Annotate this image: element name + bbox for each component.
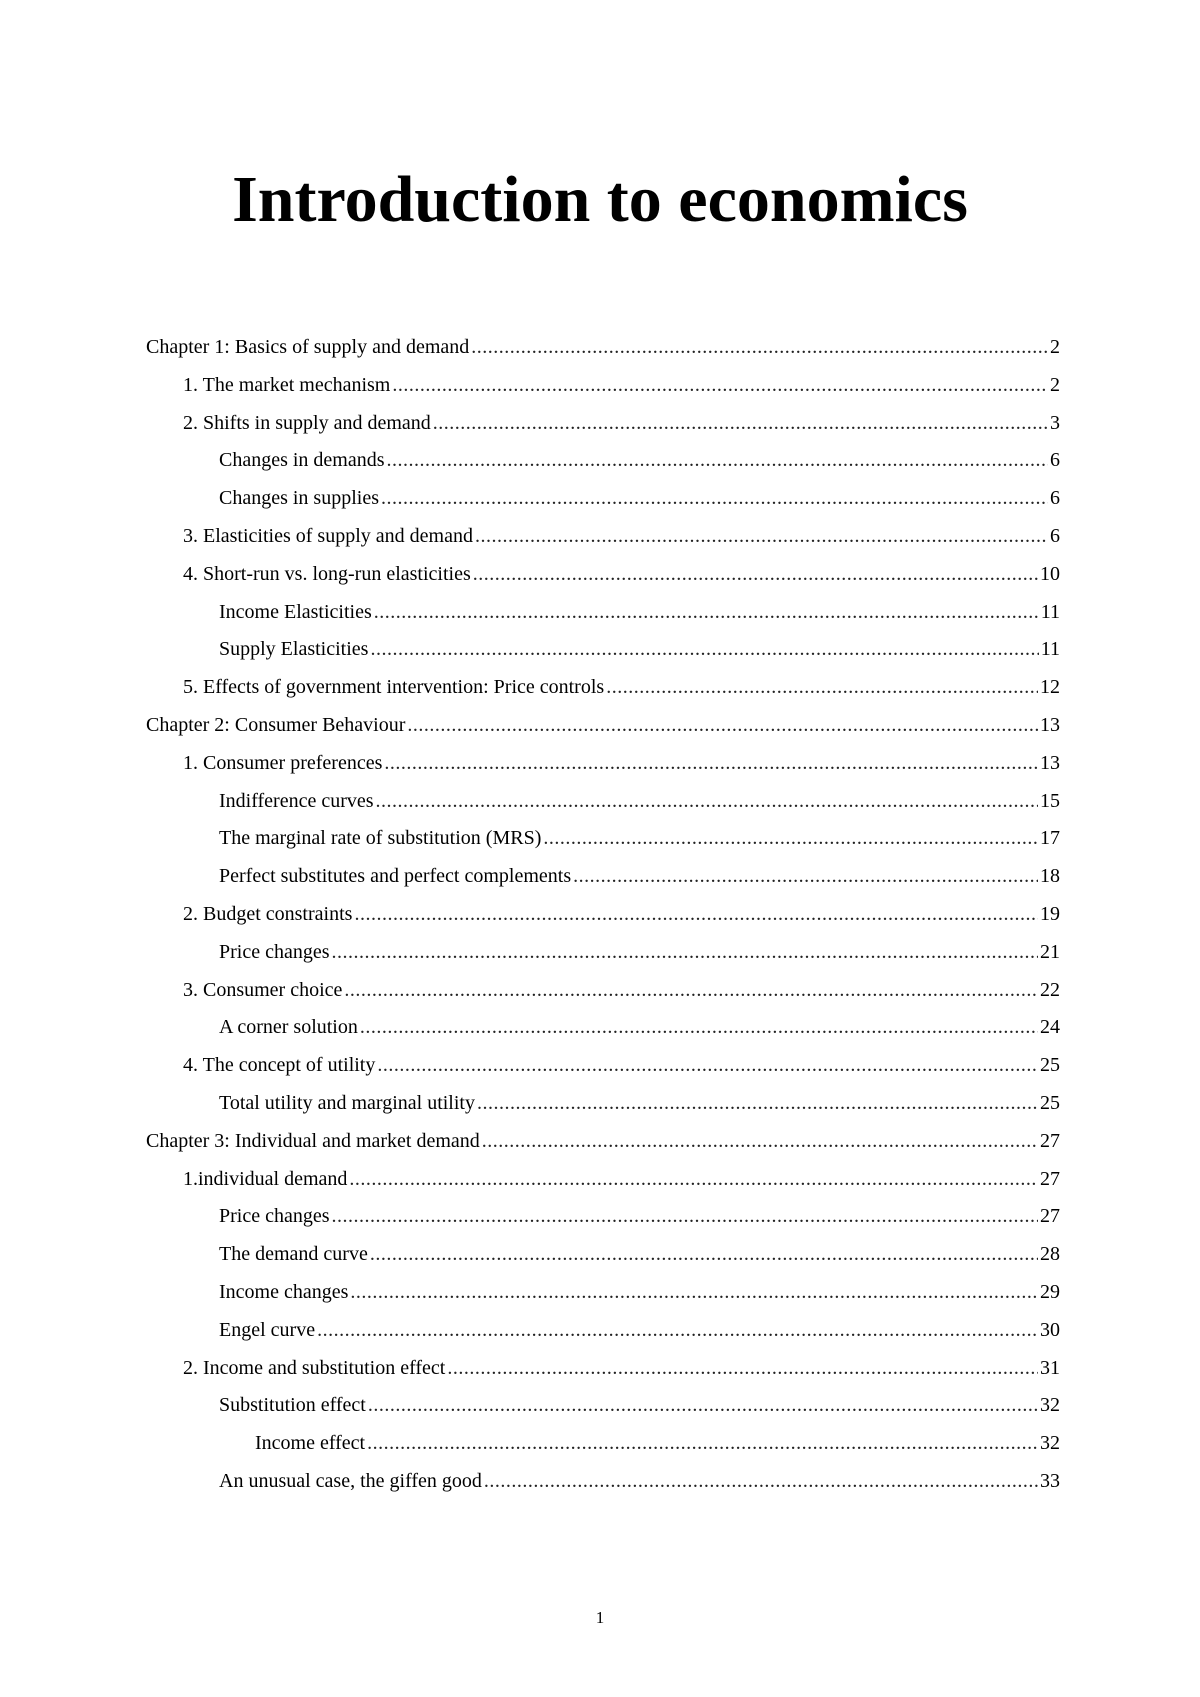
toc-dot-leader (344, 972, 1038, 1010)
toc-entry[interactable] (146, 1198, 1060, 1236)
toc-entry[interactable] (146, 896, 1060, 934)
toc-entry-page: 18 (1040, 865, 1060, 888)
toc-entry-page: 27 (1040, 1129, 1060, 1152)
toc-entry-page: 24 (1040, 1016, 1060, 1039)
toc-entry-page: 11 (1040, 638, 1060, 661)
toc-dot-leader (317, 1312, 1038, 1350)
toc-entry-page: 29 (1040, 1280, 1060, 1303)
toc-entry[interactable] (146, 442, 1060, 480)
toc-entry-page: 21 (1040, 940, 1060, 963)
toc-entry-page: 31 (1040, 1356, 1060, 1379)
toc-entry-page: 2 (1050, 373, 1060, 396)
toc-dot-leader (387, 442, 1048, 480)
toc-entry-label: Income changes (219, 1280, 349, 1303)
toc-entry[interactable] (146, 1425, 1060, 1463)
toc-entry-page: 25 (1040, 1091, 1060, 1114)
toc-entry-label: A corner solution (219, 1016, 358, 1039)
toc-dot-leader (360, 1009, 1038, 1047)
toc-entry-page: 11 (1040, 600, 1060, 623)
toc-entry-label: Changes in demands (219, 449, 385, 472)
toc-entry[interactable] (146, 1387, 1060, 1425)
toc-entry-page: 22 (1040, 978, 1060, 1001)
toc-dot-leader (471, 329, 1048, 367)
toc-entry-label: Price changes (219, 1205, 330, 1228)
toc-entry-label: 2. Budget constraints (183, 902, 353, 925)
toc-dot-leader (573, 858, 1038, 896)
toc-entry[interactable] (146, 556, 1060, 594)
toc-dot-leader (377, 1047, 1038, 1085)
toc-entry[interactable] (146, 594, 1060, 632)
toc-dot-leader (368, 1387, 1038, 1425)
toc-entry-page: 25 (1040, 1054, 1060, 1077)
toc-entry-page: 27 (1040, 1167, 1060, 1190)
toc-entry-label: Indifference curves (219, 789, 374, 812)
toc-entry[interactable] (146, 783, 1060, 821)
toc-dot-leader (367, 1425, 1038, 1463)
toc-entry-page: 13 (1040, 713, 1060, 736)
toc-dot-leader (433, 405, 1048, 443)
toc-dot-leader (475, 518, 1048, 556)
toc-entry-label: 1. Consumer preferences (183, 751, 383, 774)
toc-entry-label: Total utility and marginal utility (219, 1091, 475, 1114)
toc-entry[interactable] (146, 405, 1060, 443)
toc-entry-page: 27 (1040, 1205, 1060, 1228)
toc-entry-page: 12 (1040, 676, 1060, 699)
toc-entry-page: 6 (1050, 487, 1060, 510)
toc-entry[interactable] (146, 631, 1060, 669)
toc-entry-label: 4. The concept of utility (183, 1054, 376, 1077)
toc-entry-page: 3 (1050, 411, 1060, 434)
toc-entry-label: 3. Elasticities of supply and demand (183, 524, 473, 547)
toc-entry[interactable] (146, 1236, 1060, 1274)
toc-dot-leader (332, 934, 1038, 972)
toc-entry[interactable] (146, 1274, 1060, 1312)
toc-dot-leader (370, 631, 1038, 669)
toc-entry[interactable] (146, 858, 1060, 896)
toc-entry-page: 17 (1040, 827, 1060, 850)
toc-dot-leader (349, 1161, 1038, 1199)
toc-entry[interactable] (146, 1463, 1060, 1501)
toc-dot-leader (332, 1198, 1038, 1236)
toc-entry-label: 2. Shifts in supply and demand (183, 411, 431, 434)
toc-entry-page: 32 (1040, 1394, 1060, 1417)
toc-entry[interactable] (146, 934, 1060, 972)
toc-entry-label: Engel curve (219, 1318, 316, 1341)
toc-entry[interactable] (146, 518, 1060, 556)
toc-dot-leader (381, 480, 1048, 518)
toc-entry-label: 2. Income and substitution effect (183, 1356, 446, 1379)
toc-dot-leader (374, 594, 1039, 632)
toc-dot-leader (473, 556, 1038, 594)
table-of-contents (146, 329, 1060, 1501)
toc-entry[interactable] (146, 480, 1060, 518)
toc-entry-label: Chapter 2: Consumer Behaviour (146, 713, 406, 736)
toc-dot-leader (350, 1274, 1038, 1312)
toc-entry-label: 1.individual demand (183, 1167, 348, 1190)
toc-entry-label: Chapter 1: Basics of supply and demand (146, 336, 470, 358)
toc-entry-page: 19 (1040, 902, 1060, 925)
toc-entry-page: 6 (1050, 449, 1060, 472)
toc-entry-label: The marginal rate of substitution (MRS) (219, 827, 542, 850)
toc-dot-leader (543, 820, 1038, 858)
toc-entry[interactable] (146, 1350, 1060, 1388)
toc-entry-label: 5. Effects of government intervention: Price controls (183, 676, 605, 699)
toc-entry-page: 28 (1040, 1243, 1060, 1266)
toc-entry-label: An unusual case, the giffen good (219, 1469, 482, 1492)
toc-entry[interactable] (146, 707, 1060, 745)
toc-entry-label: Supply Elasticities (219, 638, 369, 661)
toc-entry-page: 13 (1040, 751, 1060, 774)
toc-entry[interactable] (146, 972, 1060, 1010)
toc-entry[interactable] (146, 1123, 1060, 1161)
toc-dot-leader (354, 896, 1038, 934)
toc-entry-page: 32 (1040, 1432, 1060, 1455)
toc-entry-label: Income effect (255, 1432, 366, 1455)
toc-dot-leader (484, 1463, 1038, 1501)
toc-entry[interactable] (146, 1312, 1060, 1350)
toc-entry-label: Substitution effect (219, 1394, 366, 1417)
toc-entry-label: Chapter 3: Individual and market demand (146, 1129, 480, 1152)
toc-entry[interactable] (146, 367, 1060, 405)
toc-entry-label: Perfect substitutes and perfect complements (219, 865, 572, 888)
toc-dot-leader (447, 1350, 1038, 1388)
toc-entry-label: Price changes (219, 940, 330, 963)
toc-entry-page: 30 (1040, 1318, 1060, 1341)
toc-entry-page: 6 (1050, 524, 1060, 547)
toc-dot-leader (370, 1236, 1038, 1274)
toc-entry-page: 10 (1040, 562, 1060, 585)
toc-entry-label: The demand curve (219, 1243, 368, 1266)
toc-entry[interactable] (146, 669, 1060, 707)
page-number: 1 (595, 1608, 605, 1627)
toc-entry[interactable] (146, 1085, 1060, 1123)
toc-entry[interactable] (146, 1009, 1060, 1047)
toc-dot-leader (392, 367, 1048, 405)
toc-dot-leader (482, 1123, 1038, 1161)
toc-entry-label: Income Elasticities (219, 600, 372, 623)
toc-entry-label: 1. The market mechanism (183, 373, 391, 396)
toc-dot-leader (384, 745, 1038, 783)
toc-entry[interactable] (146, 1047, 1060, 1085)
toc-entry-page: 2 (1050, 336, 1060, 358)
toc-entry-page: 15 (1040, 789, 1060, 812)
toc-entry[interactable] (146, 1161, 1060, 1199)
toc-dot-leader (477, 1085, 1038, 1123)
toc-entry-label: Changes in supplies (219, 487, 379, 510)
toc-entry[interactable] (146, 329, 1060, 367)
toc-entry[interactable] (146, 820, 1060, 858)
toc-dot-leader (376, 783, 1038, 821)
toc-entry-label: 4. Short-run vs. long-run elasticities (183, 562, 471, 585)
document-title: Introduction to economics (232, 163, 968, 236)
toc-entry-page: 33 (1040, 1469, 1060, 1492)
toc-dot-leader (606, 669, 1038, 707)
toc-entry[interactable] (146, 745, 1060, 783)
toc-entry-label: 3. Consumer choice (183, 978, 343, 1001)
toc-dot-leader (407, 707, 1038, 745)
